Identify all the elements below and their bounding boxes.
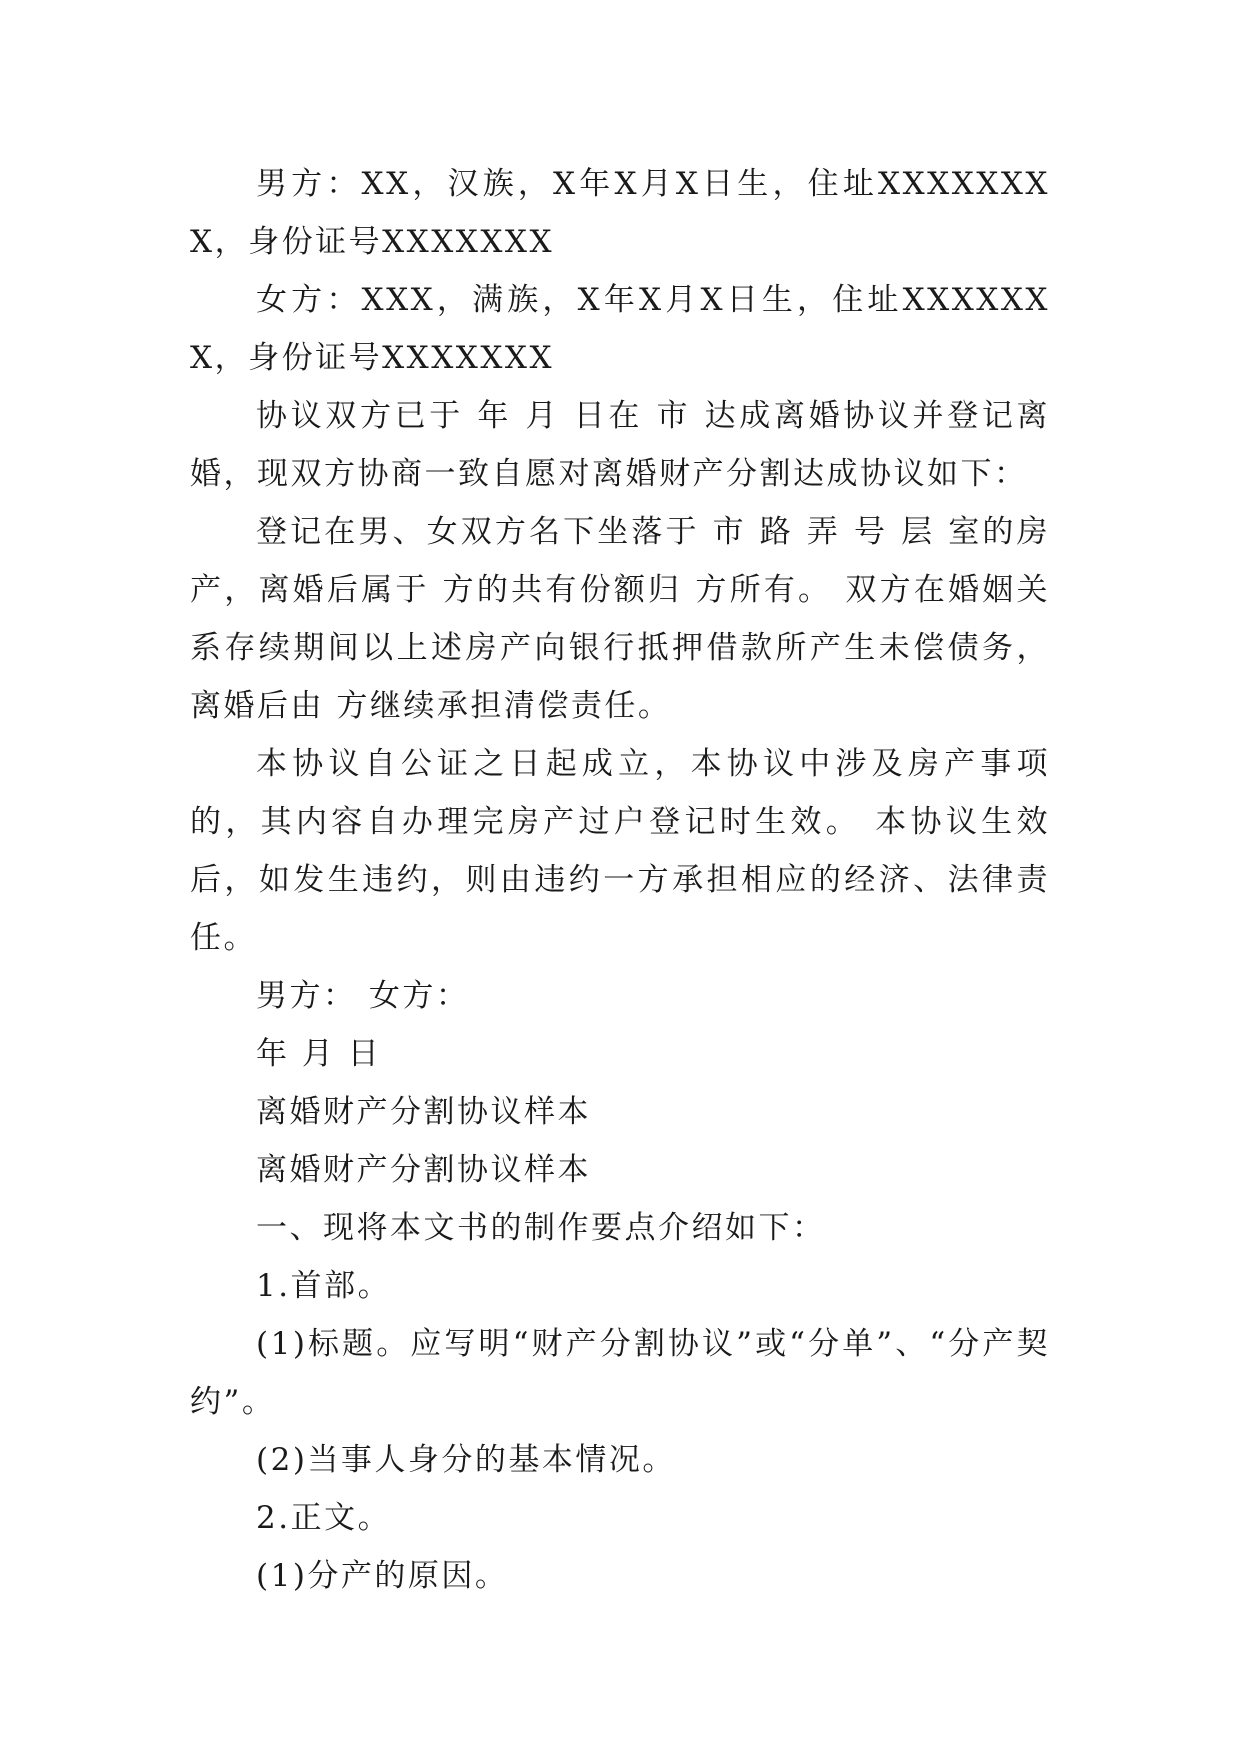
document-body <box>190 155 1050 1605</box>
list-item: (1)分产的原因。 <box>256 1558 509 1594</box>
list-item: 1.首部。 <box>256 1268 392 1304</box>
signature-line: 男方： 女方： <box>256 978 470 1014</box>
paragraph-female-party: 女方：XXX，满族，X年X月X日生，住址XXXXXXX，身份证号XXXXXXX <box>190 282 1050 376</box>
date-line: 年 月 日 <box>256 1036 382 1072</box>
list-item: (1)标题。应写明“财产分割协议”或“分单”、“分产契约”。 <box>190 1326 1050 1420</box>
paragraph-property-division: 登记在男、女双方名下坐落于 市 路 弄 号 层 室的房产，离婚后属于 方的共有份额归 方所有。 双方在婚姻关系存续期间以上述房产向银行抵押借款所产生未偿债务，离婚后由 方继续承担清偿责任。 <box>190 514 1050 724</box>
section-heading: 一、现将本文书的制作要点介绍如下： <box>256 1210 826 1246</box>
paragraph-effectiveness: 本协议自公证之日起成立，本协议中涉及房产事项的，其内容自办理完房产过户登记时生效。 本协议生效后，如发生违约，则由违约一方承担相应的经济、法律责任。 <box>190 746 1050 956</box>
sample-title: 离婚财产分割协议样本 <box>256 1152 591 1188</box>
list-item: (2)当事人身分的基本情况。 <box>256 1442 676 1478</box>
paragraph-male-party: 男方：XX，汉族，X年X月X日生，住址XXXXXXXX，身份证号XXXXXXX <box>190 166 1050 260</box>
sample-title: 离婚财产分割协议样本 <box>256 1094 591 1130</box>
paragraph-divorce-agreement: 协议双方已于 年 月 日在 市 达成离婚协议并登记离婚，现双方协商一致自愿对离婚财产分割达成协议如下： <box>190 398 1050 492</box>
list-item: 2.正文。 <box>256 1500 392 1536</box>
